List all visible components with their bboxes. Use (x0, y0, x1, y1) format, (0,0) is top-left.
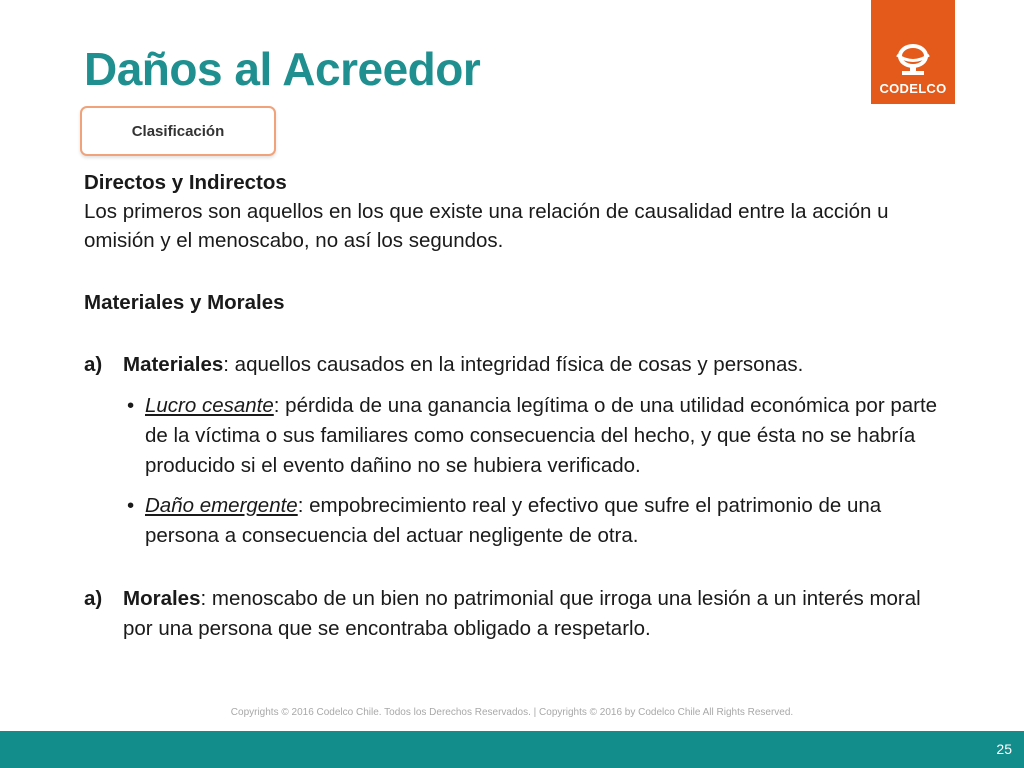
item-text: : aquellos causados en la integridad física de cosas y personas. (223, 353, 804, 376)
item-text: : menoscabo de un bien no patrimonial que irroga una lesión a un interés moral por una persona que se encontraba obligado a respetarlo. (123, 587, 921, 640)
classification-tag: Clasificación (80, 106, 276, 156)
slide-title: Daños al Acreedor (84, 43, 481, 95)
logo-text: CODELCO (879, 81, 947, 96)
section-direct-indirect (84, 168, 944, 255)
list-marker: a) (84, 353, 103, 376)
item-term: Materiales (123, 353, 224, 376)
bullet-dot: • (127, 394, 135, 417)
bullet-lucro-cesante (123, 391, 953, 481)
copyright-notice: Copyrights © 2016 Codelco Chile. Todos los Derechos Reservados. | Copyrights © 2016 by Codelco Chile All Rights Reserved. (230, 707, 794, 718)
codelco-logo (871, 0, 955, 104)
bullet-text: : empobrecimiento real y efectivo que sufre el patrimonio de una persona a consecuencia del actuar negligente de otra. (145, 494, 882, 547)
list-marker: a) (84, 587, 103, 610)
bullet-dot: • (127, 494, 135, 517)
bullet-term: Daño emergente (145, 494, 298, 517)
list-item-materiales (84, 350, 944, 380)
footer-bar (0, 731, 1024, 768)
codelco-symbol-icon (893, 42, 933, 78)
item-term: Morales (123, 587, 201, 610)
section-text: Los primeros son aquellos en los que existe una relación de causalidad entre la acción u omisión y el menoscabo, no así los segundos. (84, 200, 889, 252)
section-heading-materiales-morales: Materiales y Morales (84, 291, 285, 314)
page-number: 25 (996, 741, 1012, 757)
bullet-dano-emergente (123, 491, 953, 551)
bullet-text: : pérdida de una ganancia legítima o de una utilidad económica por parte de la víctima o sus familiares como consecuencia del hecho, y que ésta no se habría producido si el evento dañino no se hubiera verificado. (145, 394, 938, 477)
bullet-term: Lucro cesante (145, 394, 274, 417)
list-item-morales (84, 584, 944, 644)
section-heading: Directos y Indirectos (84, 171, 287, 194)
